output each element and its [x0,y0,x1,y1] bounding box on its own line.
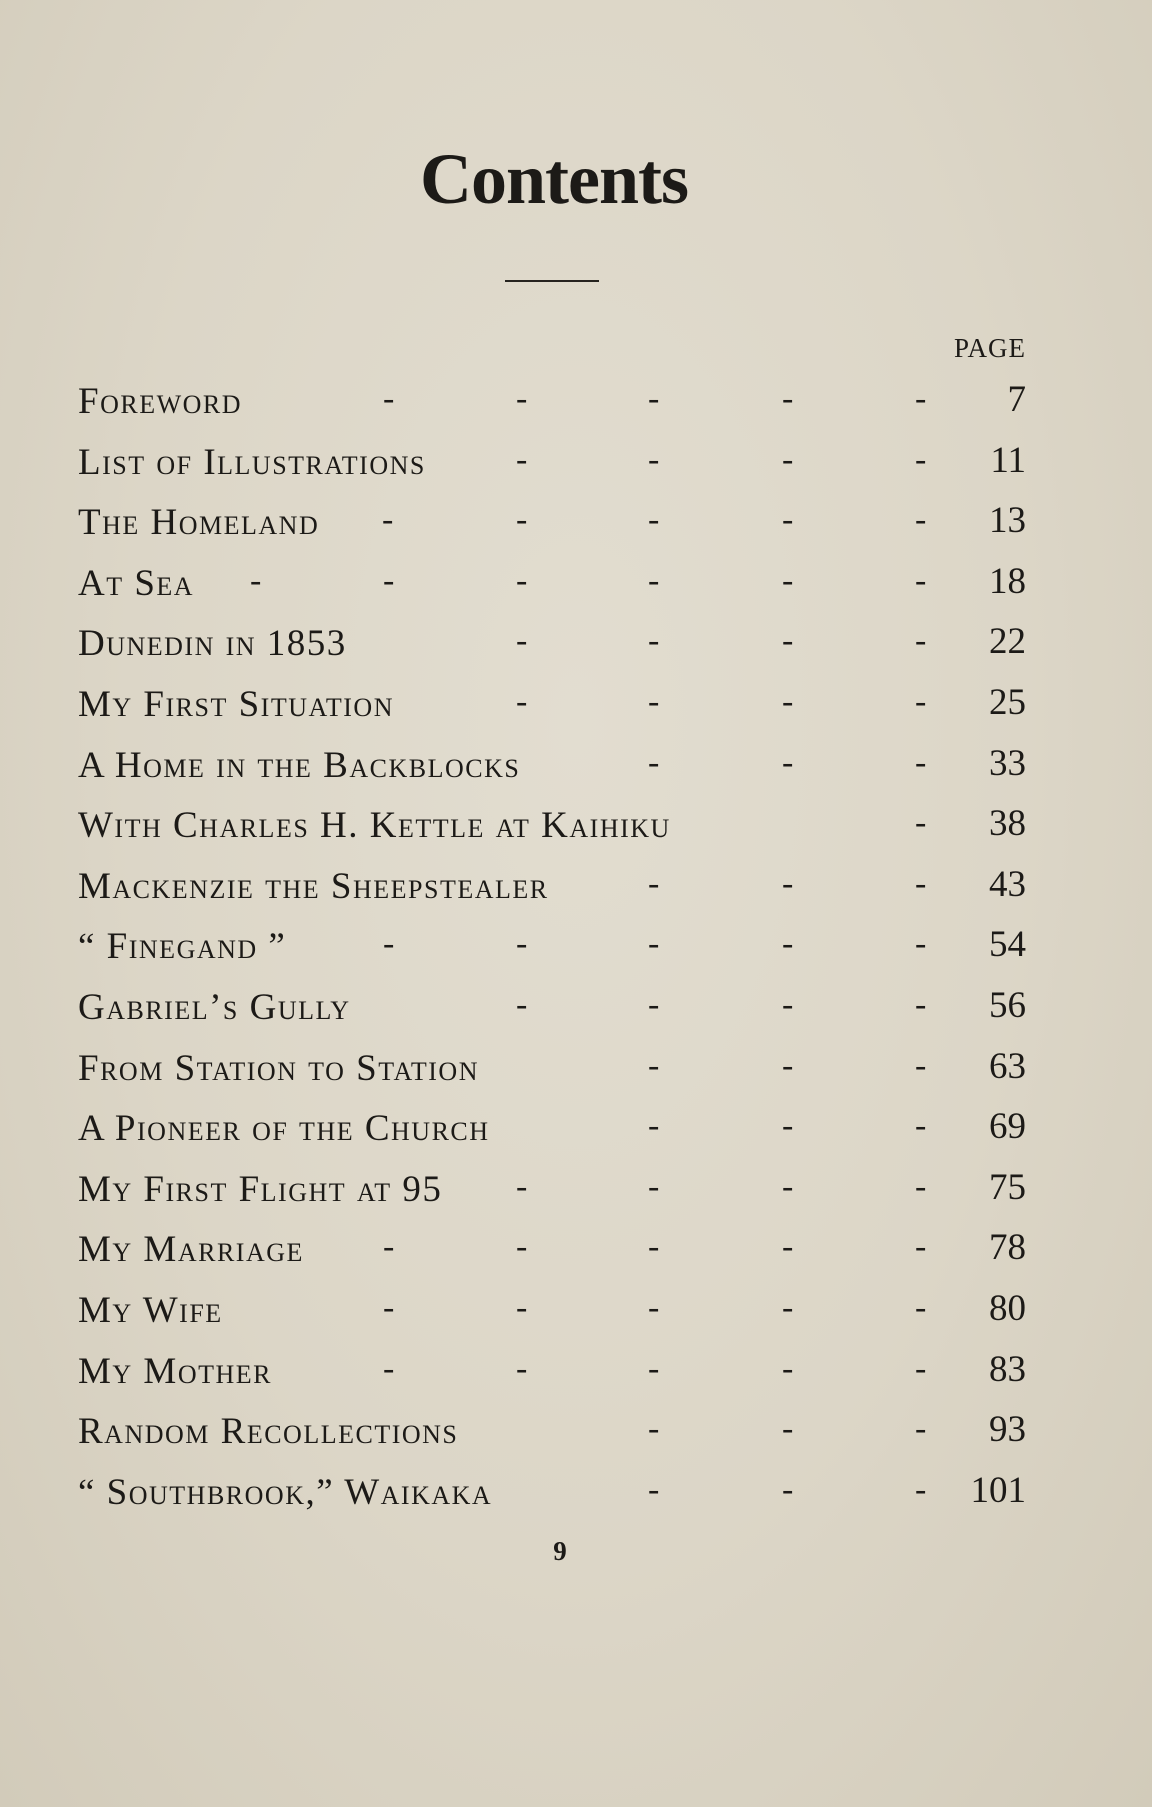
contents-list [0,366,1152,1517]
leader-dash: - [648,1228,660,1266]
leader-dash: - [915,380,927,417]
entry-page-number: 38 [989,803,1026,845]
entry-page-number: 101 [970,1469,1026,1511]
leader-dash: - [782,1107,794,1145]
entry-page-number: 25 [989,681,1026,723]
leader-dash: - [782,1470,794,1508]
toc-entry [0,911,1152,972]
leader-dash: - [782,622,794,660]
leader-dash: - [516,985,528,1023]
entry-title: Gabriel’s Gully [78,986,351,1028]
leader-dash: - [250,561,262,599]
title-rule [505,280,599,282]
leader-dash: - [648,743,660,781]
leader-dash: - [516,1167,528,1205]
leader-dash: - [782,501,794,539]
leader-dash: - [782,1288,794,1326]
leader-dash: - [383,380,395,417]
entry-page-number: 18 [989,560,1026,602]
leader-dash: - [648,1288,660,1326]
entry-title: My First Flight at 95 [78,1168,443,1210]
toc-entry [0,1214,1152,1275]
leader-dash: - [782,440,794,478]
entry-page-number: 78 [989,1227,1026,1269]
leader-dash: - [915,501,927,539]
leader-dash: - [648,1410,660,1448]
leader-dash: - [915,804,927,842]
toc-entry [0,1093,1152,1154]
entry-page-number: 54 [989,924,1026,966]
entry-title: “ Finegand ” [78,926,287,968]
page-folio-number: 9 [553,1536,567,1566]
entry-page-number: 69 [989,1106,1026,1148]
leader-dash: - [915,743,927,781]
leader-dash: - [648,1046,660,1084]
leader-dash: - [383,1349,395,1387]
leader-dash: - [648,864,660,902]
leader-dash: - [648,985,660,1023]
entry-title: With Charles H. Kettle at Kaihiku [78,805,671,847]
leader-dash: - [915,440,927,478]
toc-entry [0,427,1152,488]
leader-dash: - [915,1228,927,1266]
leader-dash: - [782,1349,794,1387]
toc-entry [0,366,1152,427]
entry-title: My Marriage [78,1229,304,1271]
entry-page-number: 56 [989,984,1026,1026]
toc-entry [0,1033,1152,1094]
leader-dash: - [915,1107,927,1145]
leader-dash: - [516,501,528,539]
leader-dash: - [915,925,927,963]
leader-dash: - [915,1470,927,1508]
entry-page-number: 7 [1007,379,1026,420]
entry-title: A Pioneer of the Church [78,1108,490,1150]
toc-entry [0,1275,1152,1336]
toc-entry [0,790,1152,851]
leader-dash: - [648,440,660,478]
leader-dash: - [782,682,794,720]
toc-entry [0,669,1152,730]
toc-entry [0,1457,1152,1518]
entry-page-number: 13 [989,500,1026,542]
page-column-heading: PAGE [953,333,1026,363]
leader-dash: - [516,622,528,660]
toc-entry [0,487,1152,548]
leader-dash: - [915,622,927,660]
leader-dash: - [516,1288,528,1326]
leader-dash: - [782,1410,794,1448]
leader-dash: - [782,561,794,599]
leader-dash: - [915,1288,927,1326]
entry-title: My Mother [78,1350,272,1392]
leader-dash: - [648,682,660,720]
entry-title: At Sea [78,562,195,604]
toc-entry [0,1154,1152,1215]
toc-entry [0,1396,1152,1457]
leader-dash: - [648,1107,660,1145]
entry-title: “ Southbrook,” Waikaka [78,1471,493,1513]
leader-dash: - [648,1167,660,1205]
leader-dash: - [516,1349,528,1387]
leader-dash: - [648,622,660,660]
leader-dash: - [516,380,528,417]
leader-dash: - [516,925,528,963]
leader-dash: - [648,380,660,417]
leader-dash: - [915,985,927,1023]
leader-dash: - [782,1228,794,1266]
toc-entry [0,730,1152,791]
leader-dash: - [383,925,395,963]
leader-dash: - [782,1167,794,1205]
leader-dash: - [516,682,528,720]
leader-dash: - [648,501,660,539]
leader-dash: - [915,682,927,720]
entry-page-number: 43 [989,863,1026,905]
leader-dash: - [915,1349,927,1387]
leader-dash: - [782,380,794,417]
leader-dash: - [782,1046,794,1084]
entry-title: Mackenzie the Sheepstealer [78,865,549,907]
leader-dash: - [516,1228,528,1266]
leader-dash: - [516,440,528,478]
leader-dash: - [383,1228,395,1266]
leader-dash: - [648,1349,660,1387]
leader-dash: - [382,501,394,539]
entry-title: My Wife [78,1289,223,1331]
entry-title: From Station to Station [78,1047,479,1089]
leader-dash: - [782,743,794,781]
entry-page-number: 75 [989,1166,1026,1208]
toc-entry [0,1336,1152,1397]
leader-dash: - [516,561,528,599]
entry-page-number: 83 [989,1348,1026,1390]
entry-page-number: 80 [989,1287,1026,1329]
entry-title: Foreword [78,381,243,422]
toc-entry [0,548,1152,609]
leader-dash: - [915,864,927,902]
leader-dash: - [782,985,794,1023]
entry-page-number: 33 [989,742,1026,784]
entry-title: A Home in the Backblocks [78,744,521,786]
entry-title: My First Situation [78,683,394,725]
toc-entry [0,851,1152,912]
entry-page-number: 63 [989,1045,1026,1087]
entry-page-number: 22 [989,621,1026,663]
entry-title: The Homeland [78,502,320,544]
entry-title: Dunedin in 1853 [78,623,347,665]
leader-dash: - [915,1167,927,1205]
toc-entry [0,972,1152,1033]
leader-dash: - [915,1410,927,1448]
leader-dash: - [915,561,927,599]
entry-title: List of Illustrations [78,441,426,483]
toc-entry [0,608,1152,669]
leader-dash: - [648,925,660,963]
leader-dash: - [782,925,794,963]
leader-dash: - [383,1288,395,1326]
leader-dash: - [648,561,660,599]
page-title: Contents [419,139,688,219]
leader-dash: - [782,864,794,902]
leader-dash: - [648,1470,660,1508]
entry-page-number: 11 [990,439,1026,481]
entry-title: Random Recollections [78,1411,459,1453]
leader-dash: - [915,1046,927,1084]
entry-page-number: 93 [989,1409,1026,1451]
leader-dash: - [383,561,395,599]
